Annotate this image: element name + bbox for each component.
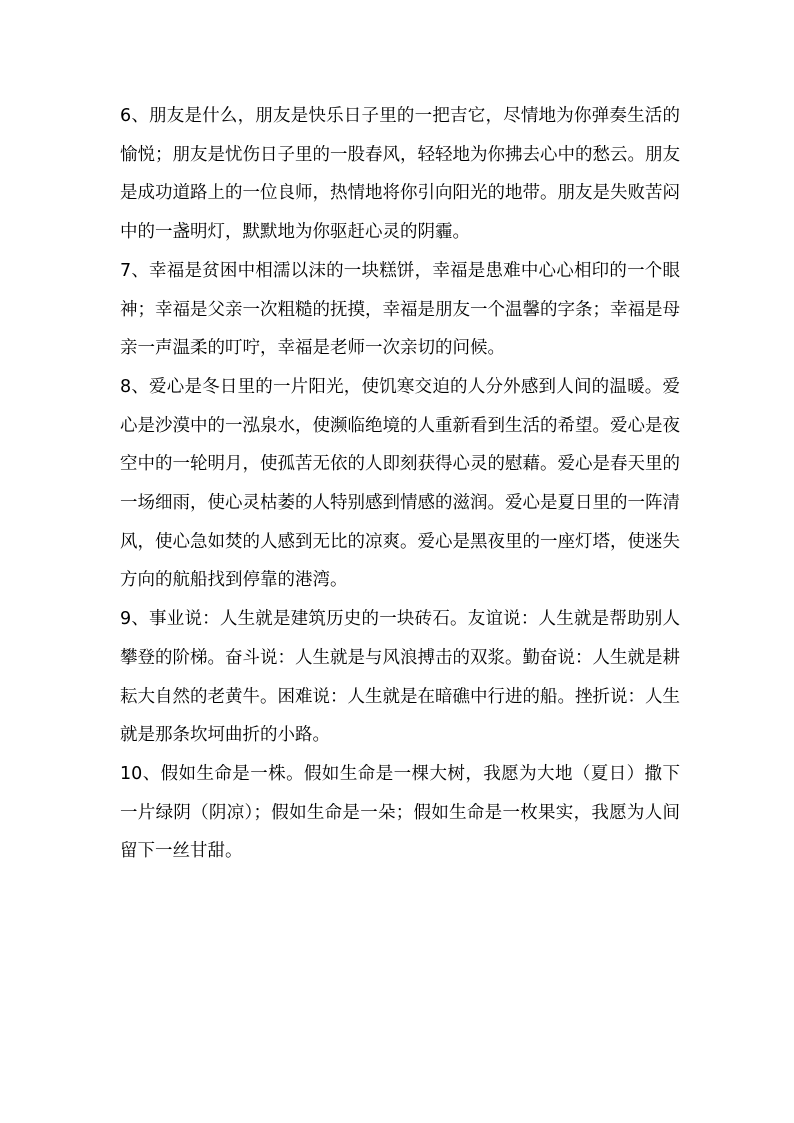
paragraph-8: 8、爱心是冬日里的一片阳光，使饥寒交迫的人分外感到人间的温暖。爱心是沙漠中的一泓泉水，使濒临绝境的人重新看到生活的希望。爱心是夜空中的一轮明月，使孤苦无依的人即刻获得心灵的慰藉。爱心是春天里的一场细雨，使心灵枯萎的人特别感到情感的滋润。爱心是夏日里的一阵清风，使心急如焚的人感到无比的凉爽。爱心是黑夜里的一座灯塔，使迷失方向的航船找到停靠的港湾。 bbox=[120, 376, 680, 591]
document-body bbox=[120, 97, 680, 871]
paragraph-6: 6、朋友是什么，朋友是快乐日子里的一把吉它，尽情地为你弹奏生活的愉悦；朋友是忧伤日子里的一股春风，轻轻地为你拂去心中的愁云。朋友是成功道路上的一位良师，热情地将你引向阳光的地带。朋友是失败苦闷中的一盏明灯，默默地为你驱赶心灵的阴霾。 bbox=[120, 106, 680, 243]
paragraph-9: 9、事业说：人生就是建筑历史的一块砖石。友谊说：人生就是帮助别人攀登的阶梯。奋斗说：人生就是与风浪搏击的双浆。勤奋说：人生就是耕耘大自然的老黄牛。困难说：人生就是在暗礁中行进的船。挫折说：人生就是那条坎坷曲折的小路。 bbox=[120, 609, 680, 746]
paragraph-7: 7、幸福是贫困中相濡以沫的一块糕饼，幸福是患难中心心相印的一个眼神；幸福是父亲一次粗糙的抚摸，幸福是朋友一个温馨的字条；幸福是母亲一声温柔的叮咛，幸福是老师一次亲切的问候。 bbox=[120, 260, 680, 359]
paragraph-10: 10、假如生命是一株。假如生命是一棵大树，我愿为大地（夏日）撒下一片绿阴（阴凉）；假如生命是一朵；假如生命是一枚果实，我愿为人间留下一丝甘甜。 bbox=[120, 763, 680, 862]
